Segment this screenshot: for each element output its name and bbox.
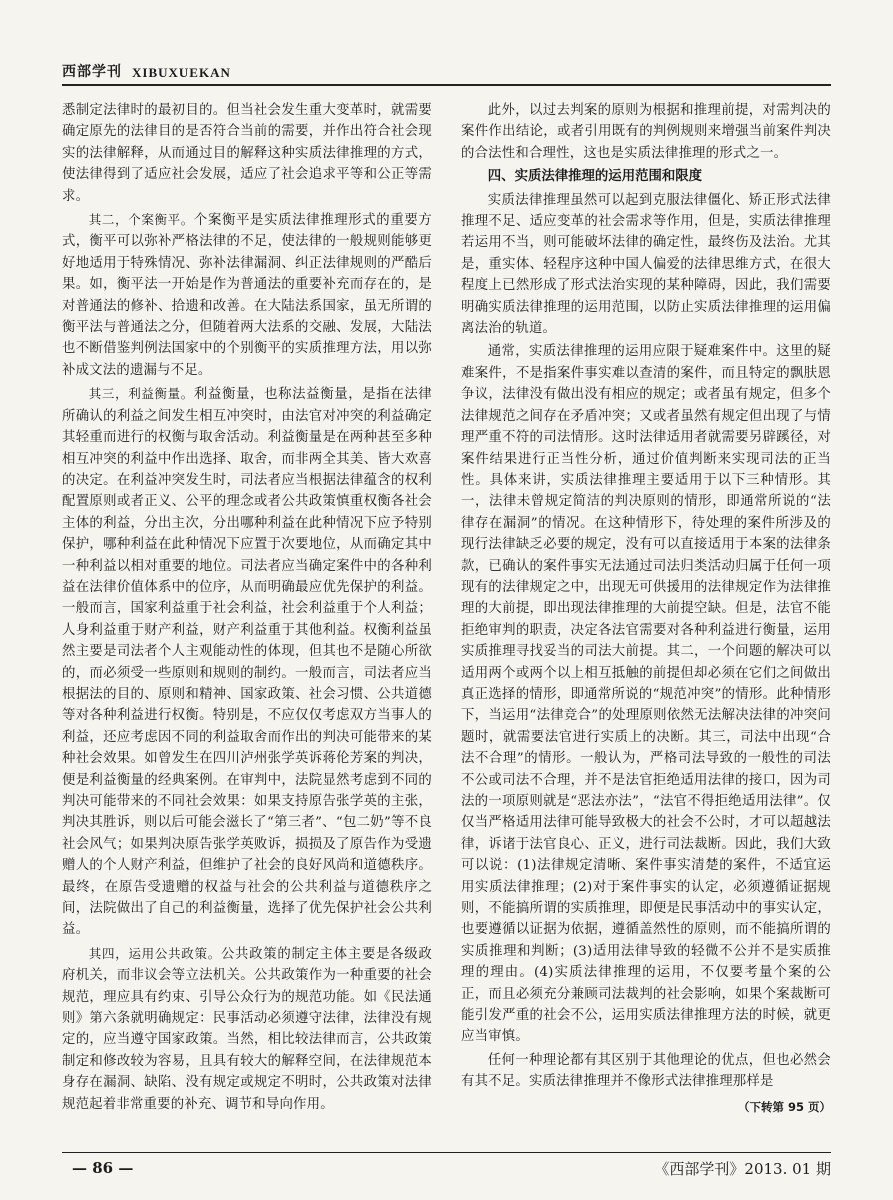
running-header bbox=[62, 60, 831, 86]
paragraph-interest-balancing bbox=[62, 383, 432, 941]
continued-note: （下转第 95 页） bbox=[737, 1099, 831, 1114]
paragraph-text: 公共政策的制定主体主要是各级政府机关，而非议会等立法机关。公共政策作为一种重要的社会规范，理应具有约束、引导公众行为的规范功能。如《民法通则》第六条就明确规定：民事活动必须遵守法律，法律没有规定的，应当遵守国家政策。当然，相比较法律而言，公共政策制定和修改较为容易，且具有较大的解释空间，在法律规范本身存在漏洞、缺陷、没有规定或规定不明时，公共政策对法律规范起着非常重要的补充、调节和导向作用。 bbox=[62, 946, 432, 1112]
paragraph-lead: 其四，运用公共政策。 bbox=[88, 945, 221, 961]
paragraph-text: 利益衡量，也称法益衡量，是指在法律所确认的利益之间发生相互冲突时，由法官对冲突的利益确定其轻重而进行的权衡与取舍活动。利益衡量是在两种甚至多种相互冲突的利益中作出选择、取舍，而非两全其美、皆大欢喜的决定。在利益冲突发生时，司法者应当根据法律蕴含的权利配置原则或者正义、公平的理念或者公共政策慎重权衡各社会主体的利益，分出主次，分出哪种利益在此种情况下应予特别保护，哪种利益在此种情况下应置于次要地位，从而确定其中一种利益以相对重要的地位。司法者应当确定案件中的各种利益在法律价值体系中的位序，从而明确最应优先保护的利益。一般而言，国家利益重于社会利益，社会利益重于个人利益；人身利益重于财产利益，财产利益重于其他利益。权衡利益虽然主要是司法者个人主观能动性的体现，但其也不是随心所欲的，而必须受一些原则和规则的制约。一般而言，司法者应当根据法的目的、原则和精神、国家政策、社会习惯、公共道德等对各种利益进行权衡。特别是，不应仅仅考虑双方当事人的利益，还应考虑因不同的利益取舍而作出的判决可能带来的某种社会效果。如曾发生在四川泸州张学英诉蒋伦芳案的判决，便是利益衡量的经典案例。在审判中，法院显然考虑到不同的判决可能带来的不同社会效果：如果支持原告张学英的主张，判决其胜诉，则以后可能会滋长了“第三者”、“包二奶”等不良社会风气；如果判决原告张学英败诉，损损及了原告作为受遗赠人的个人财产利益，但维护了社会的良好风尚和道德秩序。最终，在原告受遗赠的权益与社会的公共利益与道德秩序之间，法院做出了自己的利益衡量，选择了优先保护社会公共利益。 bbox=[62, 387, 432, 938]
issue-info: 《西部学刊》2013. 01 期 bbox=[654, 1159, 831, 1178]
paragraph-intro: 此外，以过去判案的原则为根据和推理前提，对需判决的案件作出结论，或者引用既有的判例规则来增强当前案件判决的合法性和合理性，这也是实质法律推理的形式之一。 bbox=[461, 103, 831, 161]
article-body bbox=[62, 100, 831, 1148]
left-column bbox=[62, 100, 432, 1148]
paragraph-public-policy bbox=[62, 943, 432, 1115]
paragraph-closing: 任何一种理论都有其区别于其他理论的优点，但也必然会有其不足。实质法律推理并不像形式法律推理那样是 bbox=[461, 1052, 831, 1090]
paragraph-scope: 实质法律推理虽然可以起到克服法律僵化、矫正形式法律推理不足、适应变革的社会需求等作用，但是，实质法律推理若运用不当，则可能破坏法律的确定性，最终伤及法治。尤其是，重实体、轻程序这种中国人偏爱的法律思维方式，在很大程度上已然形成了形式法治实现的某种障碍，因此，我们需要明确实质法律推理的运用范围，以防止实质法律推理的运用偏离法治的轨道。 bbox=[461, 192, 831, 337]
page-number: — 86 — bbox=[72, 1159, 134, 1177]
journal-title-en: XIBUXUEKAN bbox=[132, 65, 231, 80]
paragraph-text: 悉制定法律时的最初目的。但当社会发生重大变革时，就需要确定原先的法律目的是否符合当前的需要，并作出符合社会现实的法律解释，从而通过目的解释这种实质法律推理的方式，使法律得到了适应社会发展，适应了社会追求平等和公正等需求。 bbox=[62, 103, 432, 204]
paragraph-lead: 其二，个案衡平。 bbox=[88, 212, 194, 228]
paragraph-text: 个案衡平是实质法律推理形式的重要方式，衡平可以弥补严格法律的不足，使法律的一般规则能够更好地适用于特殊情况、弥补法律漏洞、纠正法律规则的严酷后果。如，衡平法一开始是作为普通法的重要补充而存在的，是对普通法的修补、拾遗和改善。在大陆法系国家，虽无所谓的衡平法与普通法之分，但随着两大法系的交融、发展，大陆法也不断借鉴判例法国家中的个别衡平的实质推理方法，用以弥补成文法的遗漏与不足。 bbox=[62, 213, 432, 378]
paragraph-case-equity bbox=[62, 209, 432, 381]
right-column bbox=[461, 100, 831, 1148]
paragraph-difficult-cases: 通常，实质法律推理的运用应限于疑难案件中。这里的疑难案件，不是指案件事实难以查清的案件，而且特定的飘肤恩争议，法律没有做出没有相应的规定；或者虽有规定，但多个法律规范之间存在矛盾冲突；又或者虽然有规定但出现了与情理严重不符的司法情形。这时法律适用者就需要另辟蹊径，对案件结果进行正当性分析，通过价值判断来实现司法的正当性。具体来讲，实质法律推理主要适用于以下三种情形。其一，法律未曾规定简洁的判决原则的情形，即通常所说的“法律存在漏洞”的情况。在这种情形下，待处理的案件所涉及的现行法律缺乏必要的规定，没有可以直接适用于本案的法律条款，已确认的案件事实无法通过司法归类活动归属于任何一项现有的法律规定之中，出现无可供援用的法律规定作为法律推理的大前提，即出现法律推理的大前提空缺。但是，法官不能拒绝审判的职责，决定各法官需要对各种利益进行衡量，运用实质推理寻找妥当的司法大前提。其二，一个问题的解决可以适用两个或两个以上相互抵触的前提但却必须在它们之间做出真正选择的情形，即通常所说的“规范冲突”的情形。此种情形下，当运用“法律竞合”的处理原则依然无法解决法律的冲突问题时，就需要法官进行实质上的决断。其三，司法中出现“合法不合理”的情形。一般认为，严格司法导致的一般性的司法不公或司法不合理，并不是法官拒绝适用法律的接口，因为司法的一项原则就是“恶法亦法”，“法官不得拒绝适用法律”。仅仅当严格适用法律可能导致极大的社会不公时，才可以超越法律，诉诸于法官良心、正义，进行司法裁断。因此，我们大致可以说：(1)法律规定清晰、案件事实清楚的案件，不适宜运用实质法律推理；(2)对于案件事实的认定，必须遵循证据规则，不能搞所谓的实质推理，即便是民事活动中的事实认定，也要遵循以证据为依据，遵循盖然性的原则，而不能搞所谓的实质推理和判断；(3)适用法律导致的轻微不公并不是实质推理的理由。(4)实质法律推理的运用，不仅要考量个案的公正，而且必须充分兼顾司法裁判的社会影响，如果个案裁断可能引发严重的社会不公，运用实质法律推理方法的时候，就更应当审慎。 bbox=[461, 344, 831, 1045]
page-footer bbox=[62, 1152, 831, 1183]
section-heading: 四、实质法律推理的运用范围和限度 bbox=[487, 169, 703, 185]
journal-title: 西部学刊 bbox=[62, 64, 122, 80]
paragraph-continuation bbox=[62, 100, 432, 207]
paragraph-lead: 其三，利益衡量。 bbox=[88, 386, 194, 402]
